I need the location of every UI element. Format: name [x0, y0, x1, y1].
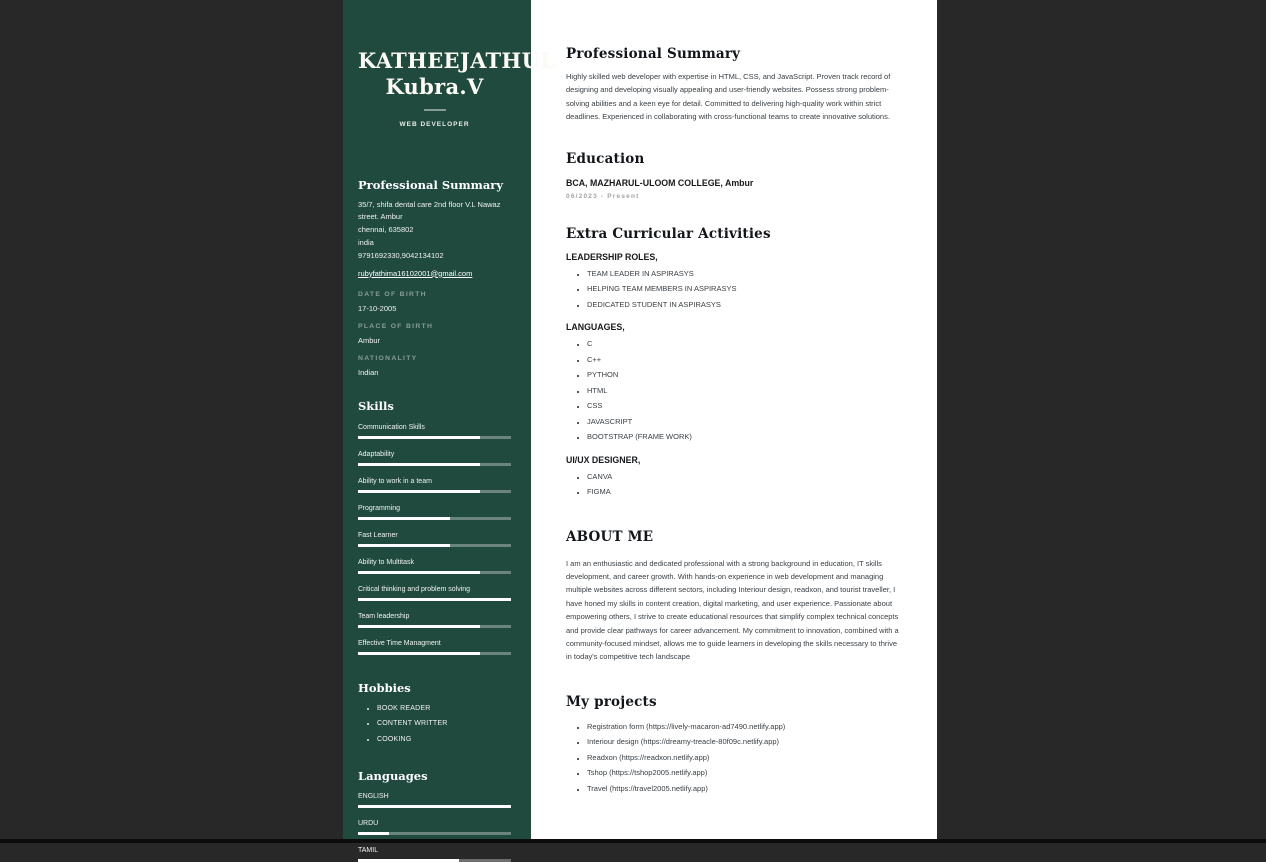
skill-label: Ability to work in a team: [358, 477, 432, 485]
detail-value: Indian: [358, 367, 379, 377]
language-bar-fill: [358, 805, 511, 808]
hobbies-heading: Hobbies: [358, 680, 411, 695]
skill-bar-fill: [358, 463, 480, 466]
skill-item: [358, 423, 511, 439]
education-dates: 06/2023 - Present: [566, 192, 640, 200]
skill-item: [358, 477, 511, 493]
education-heading: Education: [566, 150, 645, 167]
leadership-list: [566, 266, 903, 313]
skill-bar-fill: [358, 625, 480, 628]
skill-bar-fill: [358, 517, 450, 520]
group-title-languages: LANGUAGES,: [566, 322, 625, 333]
skill-bar-fill: [358, 652, 480, 655]
address-line: chennai, 635802: [358, 224, 414, 234]
skill-bar-fill: [358, 544, 450, 547]
uiux-tools-list: [566, 469, 903, 500]
viewer-bottom-edge: [0, 839, 1266, 843]
detail-label: PLACE OF BIRTH: [358, 322, 434, 330]
skill-item: [358, 639, 511, 655]
skill-bar-track: [358, 463, 511, 466]
personal-detail: [358, 355, 511, 377]
list-item: • HTML: [587, 383, 903, 399]
resume-document: [343, 0, 937, 855]
detail-label: DATE OF BIRTH: [358, 290, 427, 298]
hobby-item: • BOOK READER: [377, 701, 511, 717]
list-item: • CANVA: [587, 469, 903, 485]
project-item: • Interiour design (https://dreamy-treacle-80f09c.netlify.app): [587, 734, 903, 750]
skill-bar-fill: [358, 571, 480, 574]
project-item: • Readxon (https://readxon.netlify.app): [587, 750, 903, 766]
language-bar-track: [358, 832, 511, 835]
hobbies-list: [358, 701, 511, 748]
language-item: [358, 819, 511, 835]
hobby-item: • COOKING: [377, 732, 511, 748]
skill-label: Ability to Multitask: [358, 558, 415, 566]
skill-label: Team leadership: [358, 612, 410, 620]
professional-summary-text: Highly skilled web developer with expertise in HTML, CSS, and JavaScript. Proven track record of designing and developing visually appealing and user-friendly websites. Possess strong problem-solving abilities and a keen eye for detail. Committed to delivering high-quality work within strict deadlines. Experienced in collaborating with cross-functional teams to create innovative solutions.: [566, 72, 891, 122]
language-item: [358, 846, 511, 862]
skill-label: Critical thinking and problem solving: [358, 585, 471, 593]
languages-list: [358, 792, 511, 862]
skill-bar-fill: [358, 490, 480, 493]
skill-bar-track: [358, 544, 511, 547]
list-item: • C: [587, 336, 903, 352]
candidate-last-name: Kubra.V: [385, 74, 484, 99]
education-degree: BCA, MAZHARUL-ULOOM COLLEGE, Ambur: [566, 177, 754, 188]
sidebar: [343, 0, 556, 855]
skill-bar-track: [358, 625, 511, 628]
projects-heading: My projects: [566, 693, 657, 710]
skill-item: [358, 531, 511, 547]
candidate-first-name: KATHEEJATHUL: [358, 48, 556, 73]
language-bar-track: [358, 805, 511, 808]
skill-bar-track: [358, 652, 511, 655]
skill-bar-fill: [358, 436, 480, 439]
skill-bar-track: [358, 436, 511, 439]
list-item: • BOOTSTRAP (FRAME WORK): [587, 429, 903, 445]
sidebar-summary-heading: Professional Summary: [358, 178, 504, 192]
main-content: [531, 0, 937, 839]
about-me-heading: ABOUT ME: [566, 528, 654, 545]
skill-label: Effective Time Managment: [358, 639, 441, 647]
project-item: • Travel (https://travel2005.netlify.app): [587, 781, 903, 797]
group-title-leadership: LEADERSHIP ROLES,: [566, 251, 658, 262]
skills-list: [358, 423, 511, 655]
personal-detail: [358, 323, 511, 345]
skill-bar-fill: [358, 598, 511, 601]
list-item: • FIGMA: [587, 484, 903, 500]
list-item: • CSS: [587, 398, 903, 414]
skill-label: Fast Learner: [358, 531, 398, 539]
skill-item: [358, 558, 511, 574]
project-item: • Registration form (https://lively-macaron-ad7490.netlify.app): [587, 719, 903, 735]
skills-heading: Skills: [358, 398, 394, 413]
list-item: • HELPING TEAM MEMBERS IN ASPIRASYS: [587, 281, 903, 297]
language-item: [358, 792, 511, 808]
list-item: • C++: [587, 352, 903, 368]
personal-detail: [358, 291, 511, 313]
skill-bar-track: [358, 571, 511, 574]
address-line: 9791692330,9042134102: [358, 250, 444, 260]
address-line: india: [358, 237, 374, 247]
list-item: • JAVASCRIPT: [587, 414, 903, 430]
languages-heading: Languages: [358, 769, 428, 784]
name-divider: [424, 109, 446, 111]
skill-bar-track: [358, 517, 511, 520]
language-label: ENGLISH: [358, 793, 389, 801]
skill-label: Adaptability: [358, 450, 395, 458]
email-link[interactable]: rubyfathima16102001@gmail.com: [358, 268, 473, 278]
list-item: • DEDICATED STUDENT IN ASPIRASYS: [587, 297, 903, 313]
list-item: • PYTHON: [587, 367, 903, 383]
skill-bar-track: [358, 598, 511, 601]
list-item: • TEAM LEADER IN ASPIRASYS: [587, 266, 903, 282]
professional-summary-heading: Professional Summary: [566, 46, 741, 62]
language-label: TAMIL: [358, 847, 379, 855]
personal-details: [358, 291, 511, 377]
skill-label: Programming: [358, 504, 401, 512]
skill-item: [358, 612, 511, 628]
project-item: • Tshop (https://tshop2005.netlify.app): [587, 765, 903, 781]
language-label: URDU: [358, 820, 379, 828]
job-title: WEB DEVELOPER: [399, 121, 470, 128]
projects-list: [566, 719, 903, 797]
skill-bar-track: [358, 490, 511, 493]
programming-languages-list: [566, 336, 903, 445]
group-title-uiux: UI/UX DESIGNER,: [566, 454, 641, 465]
skill-item: [358, 504, 511, 520]
address-line: 35/7, shifa dental care 2nd floor V.L Nawaz street. Ambur: [358, 200, 501, 221]
skill-item: [358, 450, 511, 466]
skill-item: [358, 585, 511, 601]
detail-value: Ambur: [358, 335, 381, 345]
language-bar-fill: [358, 832, 389, 835]
skill-label: Communication Skills: [358, 423, 425, 431]
detail-label: NATIONALITY: [358, 354, 418, 362]
extra-curricular-heading: Extra Curricular Activities: [566, 225, 771, 242]
about-me-text: I am an enthusiastic and dedicated professional with a strong background in education, IT skills development, and career growth. With hands-on experience in web development and managing multiple websites across different sectors, including Interiour design, readxon, and tourist traveller, I have honed my skills in content creation, digital marketing, and user experience. Passionate about empowering others, I strive to create educational resources that simplify complex technical concepts and provide clear pathways for career advancement. My commitment to innovation, combined with a community-focused mindset, allows me to guide learners in developing the skills necessary to thrive in today's competitive tech landscape: [566, 558, 899, 662]
detail-value: 17-10-2005: [358, 303, 397, 313]
address-block: [358, 199, 511, 261]
candidate-name: [358, 48, 556, 100]
hobby-item: • CONTENT WRITTER: [377, 716, 511, 732]
